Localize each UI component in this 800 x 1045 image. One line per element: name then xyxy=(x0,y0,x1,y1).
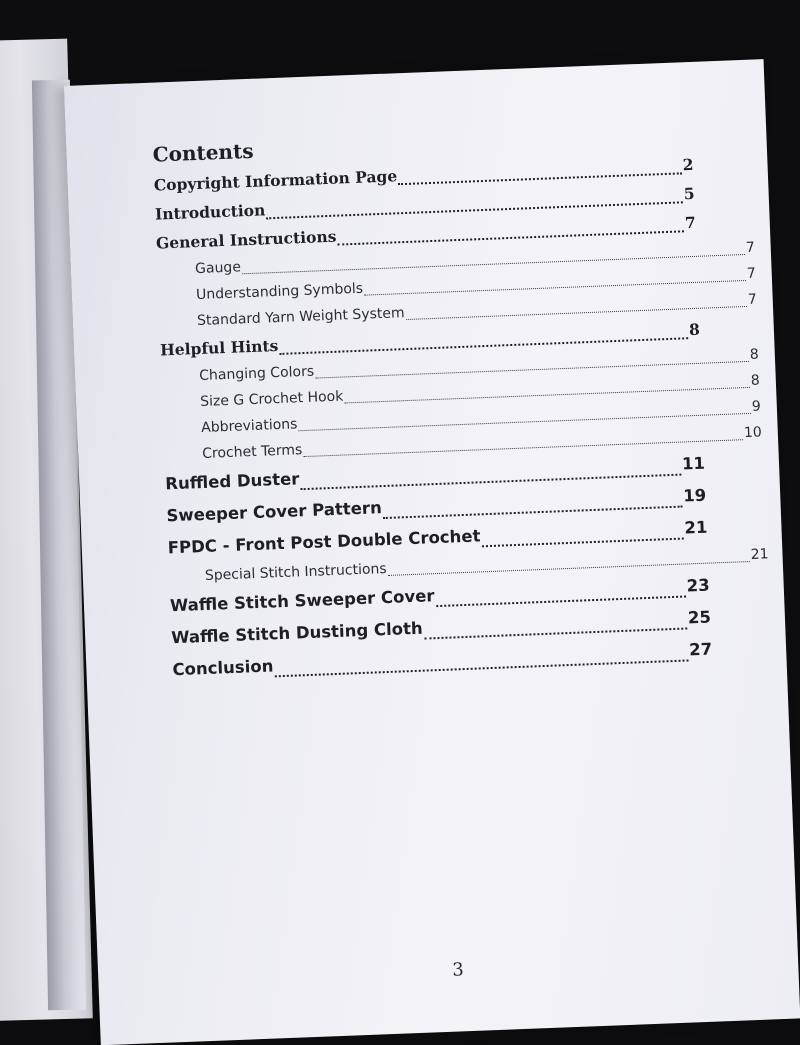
toc-entry-page: 11 xyxy=(681,448,705,481)
toc-entry-page: 9 xyxy=(751,393,761,419)
toc-entry-title: Abbreviations xyxy=(201,411,298,441)
toc-entry-title: Sweeper Cover Pattern xyxy=(166,492,382,532)
toc-entry-title: Conclusion xyxy=(172,650,274,686)
contents-heading: Contents xyxy=(152,122,693,167)
toc-entry-title: Special Stitch Instructions xyxy=(204,556,387,589)
table-of-contents xyxy=(152,122,712,686)
toc-entry-page: 5 xyxy=(683,179,695,208)
toc-entry-title: Waffle Stitch Dusting Cloth xyxy=(171,613,424,655)
toc-entry-title: Waffle Stitch Sweeper Cover xyxy=(169,580,435,622)
toc-entry-title: FPDC - Front Post Double Crochet xyxy=(167,520,481,564)
toc-entry-title: Changing Colors xyxy=(199,359,315,389)
toc-entry-title: Gauge xyxy=(195,254,242,282)
toc-entry-page: 21 xyxy=(750,541,769,568)
toc-entry-page: 7 xyxy=(745,235,755,261)
toc-entry-page: 8 xyxy=(749,342,759,368)
toc-entry-title: Understanding Symbols xyxy=(196,276,364,308)
toc-entry-title: Size G Crochet Hook xyxy=(200,384,344,415)
toc-entry-title: Ruffled Duster xyxy=(165,463,300,500)
page-number: 3 xyxy=(452,959,464,980)
toc-entry-title: Introduction xyxy=(154,195,265,228)
toc-entry-page: 8 xyxy=(688,315,700,344)
toc-entry-page: 7 xyxy=(747,287,757,313)
toc-entry-page: 25 xyxy=(687,602,711,635)
toc-entry-title: Standard Yarn Weight System xyxy=(197,300,405,334)
toc-entry-title: Crochet Terms xyxy=(202,437,303,467)
dot-leader xyxy=(275,659,689,677)
toc-entry-title: General Instructions xyxy=(156,222,337,258)
toc-entries xyxy=(153,150,712,686)
toc-entry-page: 21 xyxy=(684,512,708,545)
toc-entry-page: 8 xyxy=(750,368,760,394)
toc-entry-page: 2 xyxy=(682,150,694,179)
toc-entry-page: 7 xyxy=(746,261,756,287)
contents-page xyxy=(64,59,800,1045)
toc-entry-page: 10 xyxy=(744,419,763,446)
toc-entry-page: 7 xyxy=(684,208,696,237)
toc-entry-page: 23 xyxy=(686,570,710,603)
toc-entry-page: 27 xyxy=(689,634,713,667)
toc-entry-title: Copyright Information Page xyxy=(153,161,397,199)
toc-entry-title: Helpful Hints xyxy=(160,331,279,365)
toc-entry-page: 19 xyxy=(683,480,707,513)
